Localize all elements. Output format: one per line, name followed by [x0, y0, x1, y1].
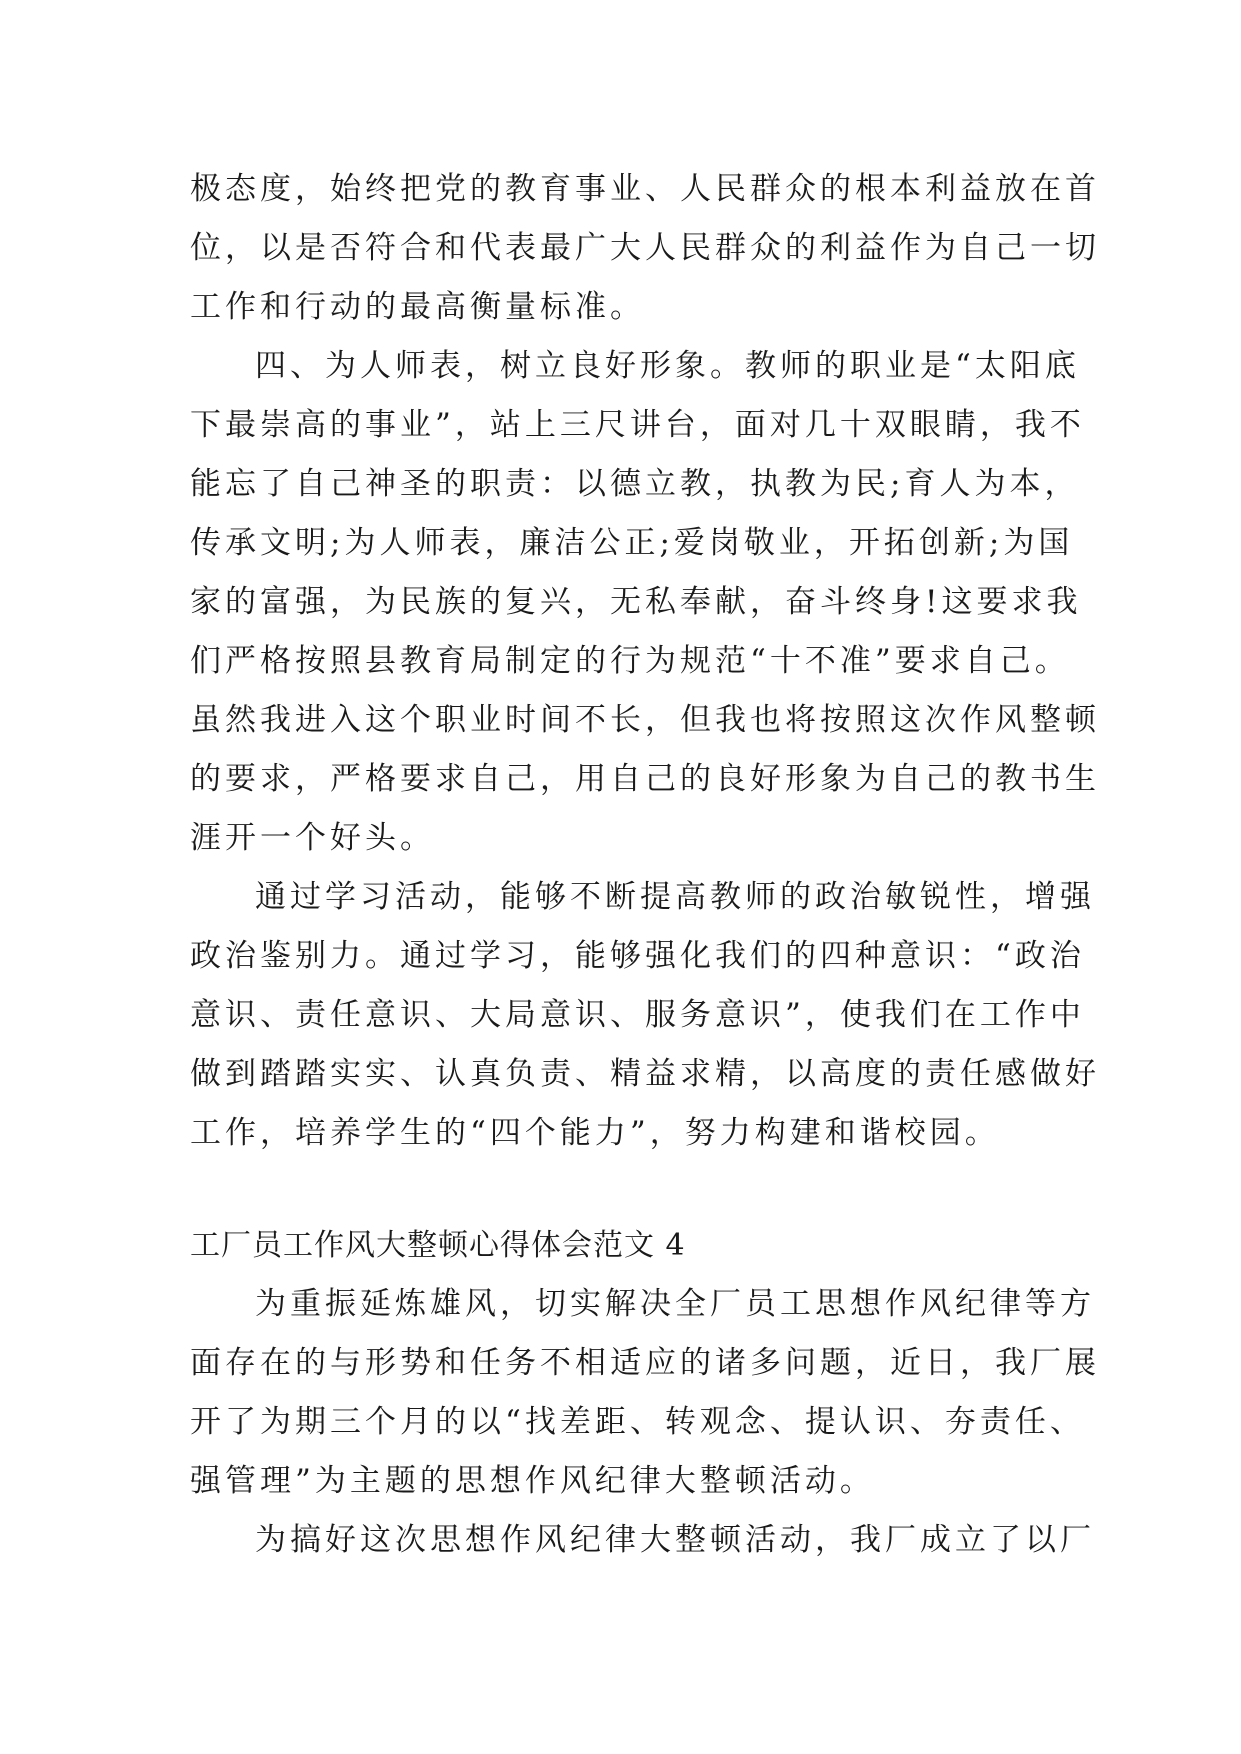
paragraph-5: [190, 1511, 1095, 1570]
text-line: 位，以是否符合和代表最广大人民群众的利益作为自己一切: [190, 230, 1100, 266]
text-line: 虽然我进入这个职业时间不长，但我也将按照这次作风整顿: [190, 702, 1100, 738]
paragraph-2: [190, 337, 1100, 868]
text-line: 们严格按照县教育局制定的行为规范“十不准”要求自己。: [190, 643, 1070, 679]
document-page: [190, 160, 1100, 1570]
text-line: 家的富强，为民族的复兴，无私奉献，奋斗终身!这要求我: [190, 584, 1082, 620]
text-line: 开了为期三个月的以“找差距、转观念、提认识、夯责任、: [190, 1404, 1085, 1440]
paragraph-1: [190, 160, 1100, 337]
text-line: 下最崇高的事业”，站上三尺讲台，面对几十双眼睛，我不: [190, 407, 1085, 443]
text-line: 做到踏踏实实、认真负责、精益求精，以高度的责任感做好: [190, 1056, 1100, 1092]
text-line: 传承文明;为人师表，廉洁公正;爱岗敬业，开拓创新;为国: [190, 525, 1074, 561]
text-line: 为搞好这次思想作风纪律大整顿活动，我厂成立了以厂: [255, 1522, 1095, 1558]
section-spacer: [190, 1163, 1070, 1216]
text-line: 强管理”为主题的思想作风纪律大整顿活动。: [190, 1463, 875, 1499]
text-line: 面存在的与形势和任务不相适应的诸多问题，近日，我厂展: [190, 1345, 1100, 1381]
text-line: 四、为人师表，树立良好形象。教师的职业是“太阳底: [255, 348, 1080, 384]
text-line: 的要求，严格要求自己，用自己的良好形象为自己的教书生: [190, 761, 1100, 797]
text-line: 涯开一个好头。: [190, 820, 435, 856]
paragraph-4: [190, 1275, 1100, 1511]
text-line: 极态度，始终把党的教育事业、人民群众的根本利益放在首: [190, 171, 1100, 207]
text-line: 工作和行动的最高衡量标准。: [190, 289, 645, 325]
text-line: 为重振延炼雄风，切实解决全厂员工思想作风纪律等方: [255, 1286, 1095, 1322]
section-heading: 工厂员工作风大整顿心得体会范文 4: [190, 1228, 686, 1263]
paragraph-3: [190, 868, 1100, 1163]
text-line: 能忘了自己神圣的职责：以德立教，执教为民;育人为本，: [190, 466, 1080, 502]
text-line: 意识、责任意识、大局意识、服务意识”，使我们在工作中: [190, 997, 1085, 1033]
text-line: 通过学习活动，能够不断提高教师的政治敏锐性，增强: [255, 879, 1095, 915]
text-line: 工作，培养学生的“四个能力”，努力构建和谐校园。: [190, 1115, 1000, 1151]
text-line: 政治鉴别力。通过学习，能够强化我们的四种意识：“政治: [190, 938, 1085, 974]
